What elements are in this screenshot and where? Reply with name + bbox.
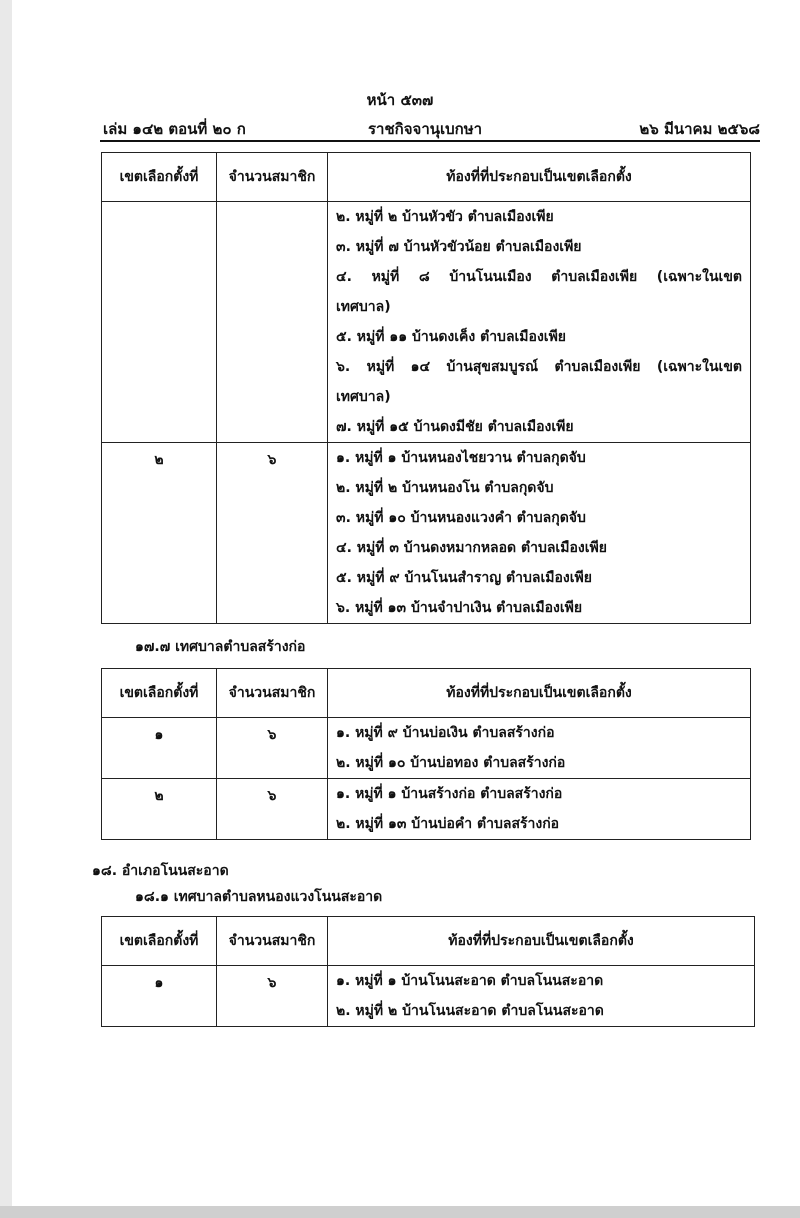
district-table-3 <box>101 916 755 1027</box>
col-district-header: เขตเลือกตั้งที่ <box>102 669 217 718</box>
table-header-row <box>102 669 751 718</box>
table-row <box>102 443 751 624</box>
district-table-1 <box>101 152 751 624</box>
col-district-header: เขตเลือกตั้งที่ <box>102 917 217 966</box>
col-members-header: จำนวนสมาชิก <box>217 153 328 202</box>
members-cell <box>217 202 328 443</box>
col-members-header: จำนวนสมาชิก <box>217 917 328 966</box>
bottom-edge-bar <box>0 1206 800 1218</box>
table-row <box>102 779 751 840</box>
col-area-header: ท้องที่ที่ประกอบเป็นเขตเลือกตั้ง <box>328 669 751 718</box>
table-row <box>102 718 751 779</box>
list-item: ๑. หมู่ที่ ๑ บ้านหนองไชยวาน ตำบลกุดจับ <box>336 450 586 466</box>
volume-issue: เล่ม ๑๔๒ ตอนที่ ๒๐ ก <box>103 120 246 138</box>
members-cell: ๖ <box>217 966 328 1027</box>
list-item: ๖. หมู่ที่ ๑๓ บ้านจำปาเงิน ตำบลเมืองเพีย <box>336 600 583 616</box>
table-header-row <box>102 153 751 202</box>
list-item: ๗. หมู่ที่ ๑๕ บ้านดงมีชัย ตำบลเมืองเพีย <box>336 419 574 435</box>
list-item: ๖. หมู่ที่ ๑๔ บ้านสุขสมบูรณ์ ตำบลเมืองเพีย (เฉพาะในเขต <box>336 359 742 375</box>
list-item: ๕. หมู่ที่ ๙ บ้านโนนสำราญ ตำบลเมืองเพีย <box>336 570 592 586</box>
district-cell: ๒ <box>102 779 217 840</box>
list-item: ๕. หมู่ที่ ๑๑ บ้านดงเค็ง ตำบลเมืองเพีย <box>336 329 566 345</box>
area-cell <box>328 443 751 624</box>
list-item: ๔. หมู่ที่ ๘ บ้านโนนเมือง ตำบลเมืองเพีย (เฉพาะในเขต <box>336 269 742 285</box>
col-members-header: จำนวนสมาชิก <box>217 669 328 718</box>
list-item: เทศบาล) <box>336 389 391 405</box>
list-item: ๓. หมู่ที่ ๗ บ้านหัวขัวน้อย ตำบลเมืองเพีย <box>336 239 582 255</box>
col-area-header: ท้องที่ที่ประกอบเป็นเขตเลือกตั้ง <box>328 917 755 966</box>
col-district-header: เขตเลือกตั้งที่ <box>102 153 217 202</box>
district-cell: ๑ <box>102 966 217 1027</box>
list-item: ๒. หมู่ที่ ๒ บ้านโนนสะอาด ตำบลโนนสะอาด <box>336 1003 604 1019</box>
table-row <box>102 202 751 443</box>
gazette-title: ราชกิจจานุเบกษา <box>368 120 483 138</box>
table-row <box>102 966 755 1027</box>
left-edge-shadow <box>0 0 12 1218</box>
col-area-header: ท้องที่ที่ประกอบเป็นเขตเลือกตั้ง <box>328 153 751 202</box>
header-rule <box>100 140 760 142</box>
area-cell <box>328 202 751 443</box>
section-17-7-heading: ๑๗.๗ เทศบาลตำบลสร้างก่อ <box>135 639 306 655</box>
district-cell <box>102 202 217 443</box>
section-18-heading: ๑๘. อำเภอโนนสะอาด <box>92 863 229 879</box>
list-item: ๒. หมู่ที่ ๑๐ บ้านบ่อทอง ตำบลสร้างก่อ <box>336 755 566 771</box>
district-cell: ๒ <box>102 443 217 624</box>
list-item: เทศบาล) <box>336 299 391 315</box>
list-item: ๒. หมู่ที่ ๑๓ บ้านบ่อคำ ตำบลสร้างก่อ <box>336 816 560 832</box>
members-cell: ๖ <box>217 718 328 779</box>
list-item: ๑. หมู่ที่ ๙ บ้านบ่อเงิน ตำบลสร้างก่อ <box>336 725 555 741</box>
list-item: ๓. หมู่ที่ ๑๐ บ้านหนองแวงคำ ตำบลกุดจับ <box>336 510 586 526</box>
district-table-2 <box>101 668 751 840</box>
list-item: ๒. หมู่ที่ ๒ บ้านหัวขัว ตำบลเมืองเพีย <box>336 209 554 225</box>
area-cell <box>328 966 755 1027</box>
list-item: ๔. หมู่ที่ ๓ บ้านดงหมากหลอด ตำบลเมืองเพีย <box>336 540 607 556</box>
area-cell <box>328 718 751 779</box>
list-item: ๒. หมู่ที่ ๒ บ้านหนองโน ตำบลกุดจับ <box>336 480 554 496</box>
area-cell <box>328 779 751 840</box>
district-cell: ๑ <box>102 718 217 779</box>
page-number: หน้า ๕๓๗ <box>366 91 434 109</box>
members-cell: ๖ <box>217 779 328 840</box>
publication-date: ๒๖ มีนาคม ๒๕๖๘ <box>639 120 760 138</box>
section-18-1-heading: ๑๘.๑ เทศบาลตำบลหนองแวงโนนสะอาด <box>135 889 383 905</box>
list-item: ๑. หมู่ที่ ๑ บ้านโนนสะอาด ตำบลโนนสะอาด <box>336 973 604 989</box>
table-header-row <box>102 917 755 966</box>
members-cell: ๖ <box>217 443 328 624</box>
list-item: ๑. หมู่ที่ ๑ บ้านสร้างก่อ ตำบลสร้างก่อ <box>336 786 563 802</box>
